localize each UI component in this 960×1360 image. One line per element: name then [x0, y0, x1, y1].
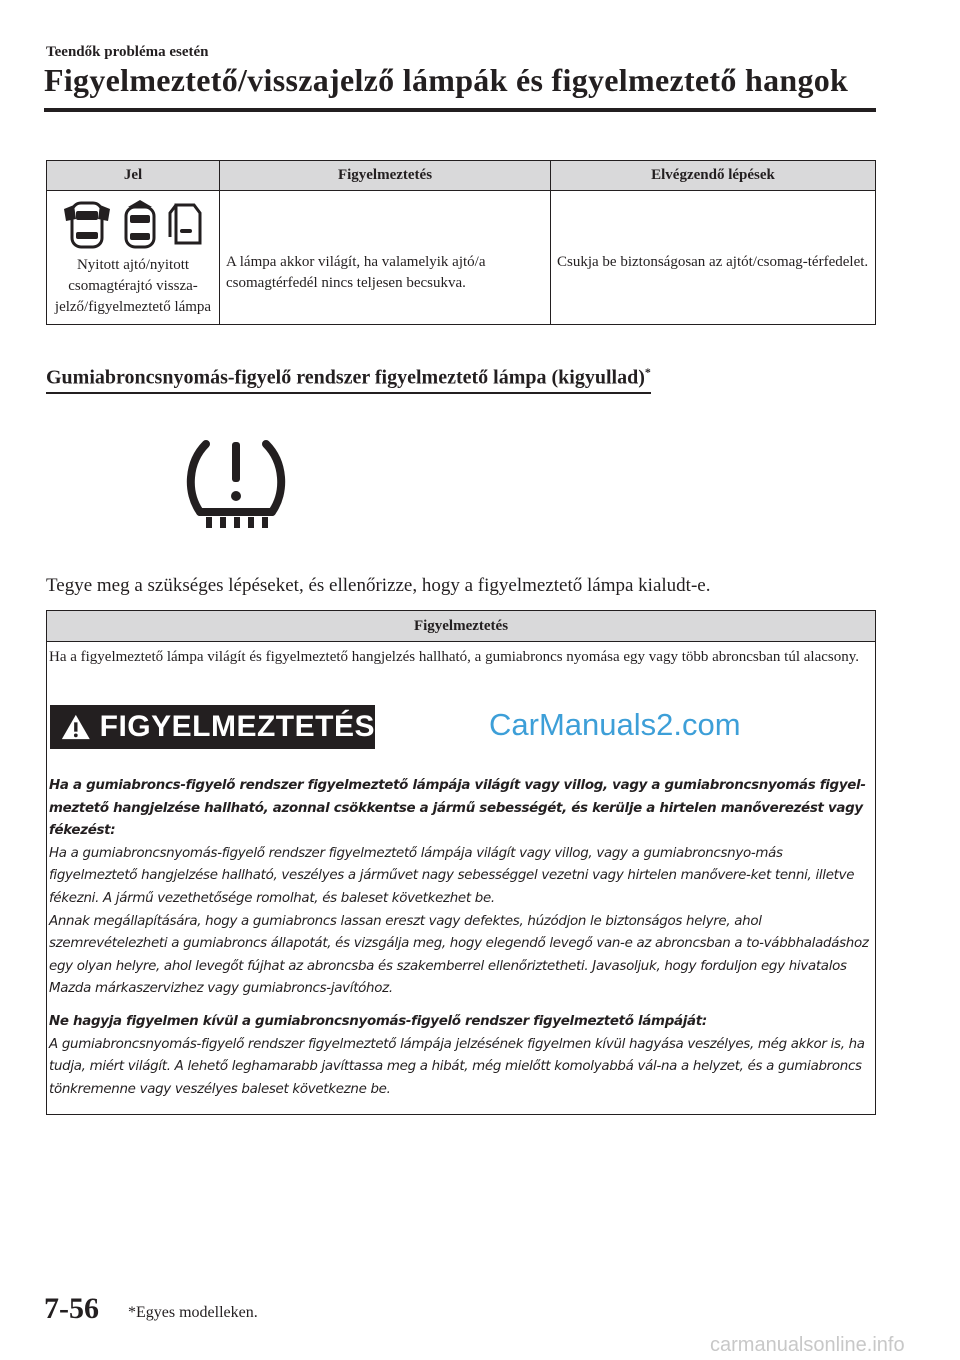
column-header-action: Elvégzendő lépések: [551, 161, 876, 191]
warning-badge-label: FIGYELMEZTETÉS: [99, 710, 375, 743]
watermark: CarManuals2.com: [489, 707, 741, 742]
paragraph-3-bold: Ne hagyja figyelmen kívül a gumiabroncsnyomás-figyelő rendszer figyelmeztető lámpáját:: [49, 1013, 707, 1029]
signal-cell: [47, 191, 220, 325]
car-open-doors-icon: [60, 199, 114, 251]
tpms-heading: [46, 365, 651, 394]
car-open-tailgate-icon: [120, 199, 160, 251]
paragraph-1-body: Ha a gumiabroncsnyomás-figyelő rendszer figyelmeztető lámpája világít vagy villog, vagy a gumiabroncsnyo-más figyelmeztető hangjelzése hallható, veszélyes a járművet nagy sebességgel vezetni vagy hirtelen manővere-ket tenni, illetve fékezni. A jármű vezethetősége romolhat, és baleset következhet be.: [49, 845, 855, 906]
paragraph-3-body: A gumiabroncsnyomás-figyelő rendszer figyelmeztető lámpája jelzésének figyelmen kívül hagyása veszélyes, még akkor is, ha tudja, miért világít. A lehető leghamarabb javíttassa meg a hibát, még mielőtt komolyabbá vál-na a helyzet, és a gumiabroncs tönkremenne vagy veszélyes baleset következne be.: [49, 1036, 865, 1097]
action-text: Csukja be biztonságosan az ajtót/csomag-térfedelet.: [557, 254, 869, 270]
page-title: Figyelmeztető/visszajelző lámpák és figyelmeztető hangok: [44, 62, 849, 98]
warning-badge: [50, 705, 375, 749]
action-cell: [551, 191, 876, 325]
warning-body: [49, 775, 873, 1101]
signal-label: Nyitott ajtó/nyitott csomagtérajtó vissza-jelző/figyelmeztető lámpa: [54, 257, 212, 315]
page-number: 7-56: [44, 1292, 99, 1325]
tpms-heading-text: Gumiabroncsnyomás-figyelő rendszer figyelmeztető lámpa (kigyullad): [46, 366, 645, 389]
warning-box-header: Figyelmeztetés: [47, 611, 875, 642]
section-label: Teendők probléma esetén: [46, 44, 209, 60]
column-header-signal: Jel: [47, 161, 220, 191]
warning-box-text: Ha a figyelmeztető lámpa világít és figyelmeztető hangjelzés hallható, a gumiabroncs nyomása egy vagy több abroncsban túl alacsony.: [49, 649, 860, 665]
footnote-mark: *: [644, 365, 651, 379]
lamp-table: [46, 160, 876, 325]
paragraph-2-body: Annak megállapítására, hogy a gumiabroncs lassan ereszt vagy defektes, húzódjon le biztonságos helyre, ahol szemrevételezheti a gumiabroncs állapotát, és vizsgálja meg, hogy elegendő levegő van-e az abroncsban a to-vábbhaladáshoz egy olyan helyre, ahol levegőt fújhat az abroncsba és szakemberrel ellenőriztetheti. Javasoljuk, hogy forduljon egy hivatalos Mazda márkaszervizhez vagy gumiabroncs-javítóhoz.: [49, 913, 869, 997]
table-row: [47, 191, 876, 325]
column-header-warning: Figyelmeztetés: [220, 161, 551, 191]
open-door-icon: [166, 199, 206, 251]
warning-box: [46, 610, 876, 1115]
footer-watermark: carmanualsonline.info: [710, 1334, 905, 1356]
tire-pressure-warning-icon: [184, 438, 288, 530]
title-rule: [44, 108, 876, 112]
footnote: *Egyes modelleken.: [128, 1304, 258, 1321]
paragraph-1-bold: Ha a gumiabroncs-figyelő rendszer figyelmeztető lámpája világít vagy villog, vagy a gumiabroncsnyomás figyel-meztető hangjelzése hallható, azonnal csökkentse a jármű sebességét, és kerülje a hirtelen manőverezést vagy fékezést:: [49, 778, 866, 839]
warning-text: A lámpa akkor világít, ha valamelyik ajtó/a csomagtérfedél nincs teljesen becsukva.: [226, 254, 486, 291]
warning-triangle-icon: [60, 712, 92, 742]
warning-cell: [220, 191, 551, 325]
tpms-intro: Tegye meg a szükséges lépéseket, és ellenőrizze, hogy a figyelmeztető lámpa kialudt-e.: [46, 575, 711, 596]
